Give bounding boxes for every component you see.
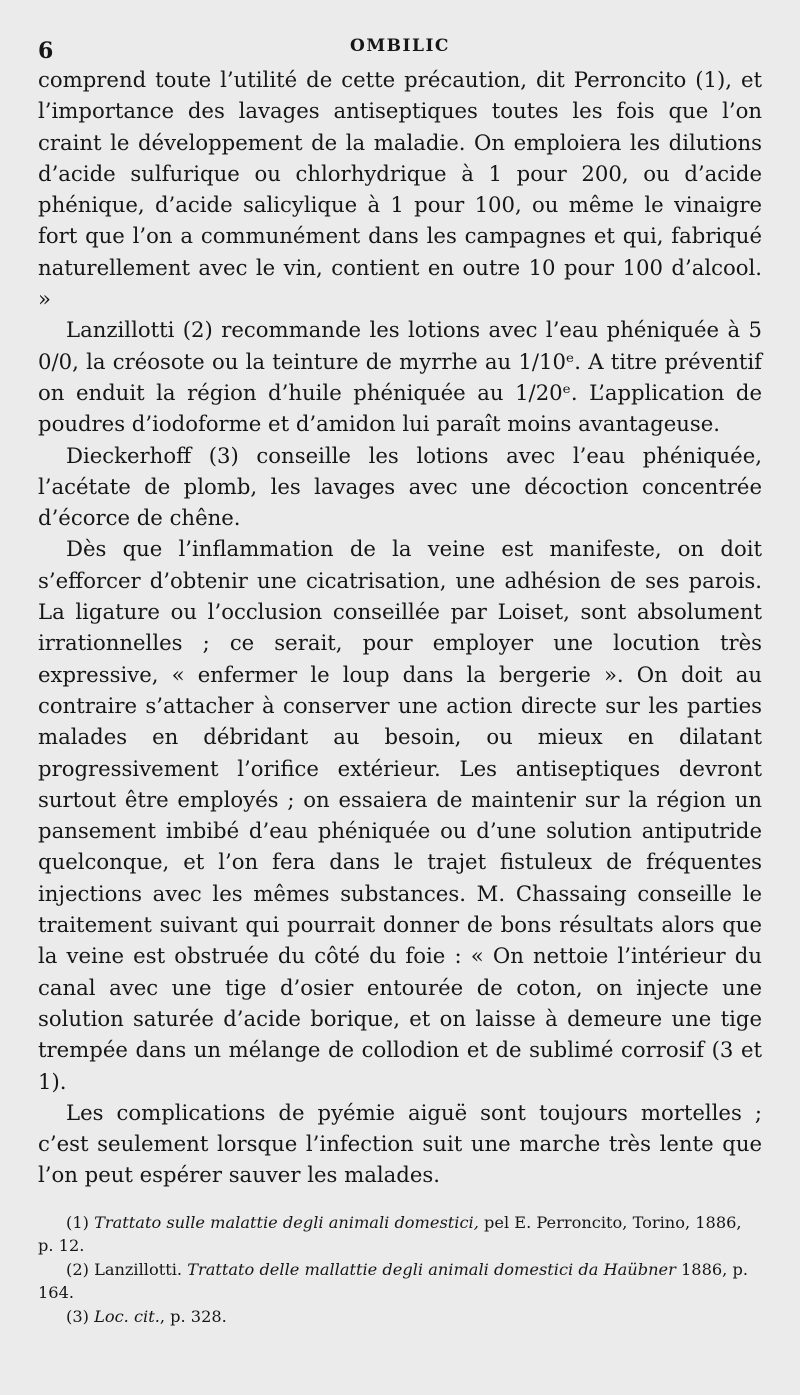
page-number: 6 [38,38,54,64]
footnote-title: Trattato sulle malattie degli animali domestici, [94,1212,479,1232]
page-header [38,30,762,64]
paragraph-dieckerhoff: Dieckerhoff (3) conseille les lotions avec l’eau phéniquée, l’acétate de plomb, les lavages avec une décoction concentrée d’écorce de chêne. [38,442,762,531]
footnote-title: Loc. cit. [94,1306,160,1326]
footnote-number: (2) [66,1259,89,1279]
footnote-title: Trattato delle mallattie degli animali domestici da Haübner [187,1259,676,1279]
footnote-details: 1886, p. 164. [38,1259,748,1303]
paragraph-pyemia: Les complications de pyémie aiguë sont toujours mortelles ; c’est seulement lorsque l’infection suit une marche très lente que l’on peut espérer sauver les malades. [38,1099,762,1188]
paragraph-lanzillotti: Lanzillotti (2) recommande les lotions avec l’eau phéniquée à 5 0/0, la créosote ou la teinture de myrrhe au 1/10ᵉ. A titre préventif on enduit la région d’huile phéniquée au 1/20ᵉ. L’application de poudres d’iodoforme et d’amidon lui paraît moins avantageuse. [38,317,762,437]
body-text [38,64,762,1191]
footnote-author: Lanzillotti. [88,1259,188,1279]
running-title: OMBILIC [350,36,450,56]
footnote-details: pel E. Perroncito, Torino, 1886, p. 12. [38,1212,742,1256]
paragraph-inflammation: Dès que l’inflammation de la veine est manifeste, on doit s’efforcer d’obtenir une cicatrisation, une adhésion de ses parois. La ligature ou l’occlusion conseillée par Loiset, sont absolument irrationnelles ; ce serait, pour employer une locution très expressive, « enfermer le loup dans la bergerie ». On doit au contraire s’attacher à conserver une action directe sur les parties malades en débridant au besoin, ou mieux en dilatant progressivement l’orifice extérieur. Les antiseptiques devront surtout être employés ; on essaiera de maintenir sur la région un pansement imbibé d’eau phéniquée ou d’une solution antiputride quelconque, et l’on fera dans le trajet fistuleux de fréquentes injections avec les mêmes substances. M. Chassaing conseille le traitement suivant qui pourrait donner de bons résultats alors que la veine est obstruée du côté du foie : « On nettoie l’intérieur du canal avec une tige d’osier entourée de coton, on injecte une solution saturée d’acide borique, et on laisse à demeure une tige trempée dans un mélange de collodion et de sublimé corrosif (3 et 1). [38,536,762,1094]
footnote-2 [38,1258,762,1305]
footnote-1 [38,1211,762,1258]
footnote-number: (1) [66,1212,89,1232]
footnote-details: , p. 328. [159,1306,227,1326]
paragraph-continued: comprend toute l’utilité de cette précaution, dit Perroncito (1), et l’importance des lavages antiseptiques toutes les fois que l’on craint le développement de la maladie. On emploiera les dilutions d’acide sulfurique ou chlorhydrique à 1 pour 200, ou d’acide phénique, d’acide salicylique à 1 pour 100, ou même le vinaigre fort que l’on a communément dans les campagnes et qui, fabriqué naturellement avec le vin, contient en outre 10 pour 100 d’alcool. » [38,67,762,312]
footnotes [38,1211,762,1329]
footnote-number: (3) [66,1306,89,1326]
footnote-3 [38,1305,762,1329]
